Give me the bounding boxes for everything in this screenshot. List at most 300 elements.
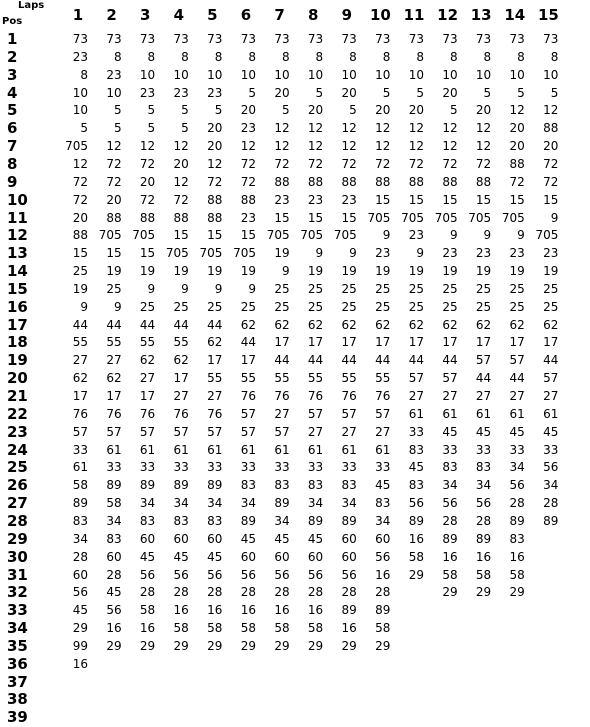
car-number-cell: 9	[214, 281, 223, 296]
car-number-cell: 25	[442, 299, 458, 314]
car-number-cell: 72	[375, 156, 391, 171]
car-number-cell: 58	[408, 549, 424, 564]
car-number-cell: 89	[240, 513, 256, 528]
car-number-cell: 8	[449, 49, 458, 64]
car-number-cell: 33	[408, 424, 424, 439]
car-number-cell: 9	[416, 246, 424, 261]
car-number-cell: 33	[543, 442, 559, 457]
car-number-cell: 57	[173, 424, 189, 439]
car-number-cell: 55	[139, 335, 156, 350]
car-number-cell: 76	[106, 406, 122, 421]
car-number-cell: 62	[475, 317, 492, 332]
car-number-cell: 57	[307, 406, 324, 421]
position-label: 37	[7, 672, 28, 691]
car-number-cell: 57	[106, 424, 122, 439]
car-number-cell: 44	[375, 353, 391, 368]
car-number-cell: 23	[173, 85, 189, 100]
car-number-cell: 16	[274, 603, 290, 618]
car-number-cell: 89	[173, 478, 189, 493]
car-number-cell: 23	[341, 192, 357, 207]
car-number-cell: 55	[106, 335, 122, 350]
car-number-cell: 34	[509, 460, 525, 475]
pos-axis-label: Pos	[2, 16, 23, 27]
car-number-cell: 27	[375, 424, 391, 439]
car-number-cell: 23	[240, 210, 256, 225]
car-number-cell: 89	[509, 513, 525, 528]
car-number-cell: 10	[207, 67, 223, 82]
car-number-cell: 25	[274, 299, 290, 314]
car-number-cell: 55	[72, 335, 88, 350]
car-number-cell: 44	[207, 317, 223, 332]
car-number-cell: 72	[543, 174, 559, 189]
car-number-cell: 34	[274, 513, 290, 528]
car-number-cell: 19	[240, 264, 256, 279]
car-number-cell: 44	[274, 353, 290, 368]
car-number-cell: 73	[240, 32, 256, 46]
car-number-cell: 10	[240, 67, 256, 82]
car-number-cell: 56	[173, 567, 189, 582]
position-label: 6	[7, 119, 18, 138]
car-number-cell: 89	[408, 513, 424, 528]
laps-axis-label: Laps	[18, 0, 45, 11]
car-number-cell: 58	[375, 621, 391, 636]
car-number-cell: 8	[550, 49, 559, 64]
car-number-cell: 16	[240, 603, 256, 618]
car-number-cell: 8	[181, 49, 189, 64]
car-number-cell: 23	[240, 121, 256, 136]
car-number-cell: 20	[509, 139, 525, 154]
car-number-cell: 10	[72, 85, 88, 100]
car-number-cell: 34	[375, 513, 391, 528]
position-label: 4	[7, 83, 18, 102]
car-number-cell: 62	[207, 335, 223, 350]
car-number-cell: 25	[307, 299, 324, 314]
car-number-cell: 29	[375, 638, 391, 653]
position-label: 28	[7, 511, 28, 530]
car-number-cell: 16	[307, 603, 324, 618]
car-number-cell: 45	[475, 424, 492, 439]
car-number-cell: 20	[240, 103, 256, 118]
lap-header: 5	[207, 6, 218, 24]
car-number-cell: 55	[207, 371, 223, 386]
car-number-cell: 15	[341, 210, 357, 225]
car-number-cell: 28	[375, 585, 391, 600]
car-number-cell: 56	[274, 567, 290, 582]
car-number-cell: 17	[341, 335, 357, 350]
car-number-cell: 5	[181, 121, 189, 136]
lap-header: 14	[504, 6, 526, 24]
car-number-cell: 9	[382, 228, 391, 243]
car-number-cell: 45	[72, 603, 88, 618]
car-number-cell: 29	[207, 638, 223, 653]
car-number-cell: 705	[535, 228, 559, 243]
car-number-cell: 62	[543, 317, 559, 332]
car-number-cell: 19	[509, 264, 525, 279]
car-number-cell: 12	[475, 139, 492, 154]
car-number-cell: 9	[281, 264, 290, 279]
car-number-cell: 705	[401, 210, 424, 225]
car-number-cell: 12	[475, 121, 492, 136]
car-number-cell: 88	[139, 210, 156, 225]
car-number-cell: 83	[139, 513, 156, 528]
car-number-cell: 83	[442, 460, 458, 475]
car-number-cell: 25	[543, 281, 559, 296]
car-number-cell: 44	[72, 317, 88, 332]
car-number-cell: 16	[475, 549, 492, 564]
car-number-cell: 60	[341, 531, 357, 546]
car-number-cell: 28	[106, 567, 122, 582]
car-number-cell: 89	[341, 603, 357, 618]
car-number-cell: 57	[207, 424, 223, 439]
car-number-cell: 12	[543, 103, 559, 118]
car-number-cell: 72	[139, 156, 156, 171]
car-number-cell: 27	[139, 371, 156, 386]
car-number-cell: 73	[408, 32, 424, 46]
car-number-cell: 60	[375, 531, 391, 546]
car-number-cell: 45	[307, 531, 324, 546]
car-number-cell: 28	[509, 496, 525, 511]
car-number-cell: 15	[240, 228, 256, 243]
car-number-cell: 88	[207, 210, 223, 225]
car-number-cell: 25	[475, 299, 492, 314]
car-number-cell: 23	[475, 246, 492, 261]
car-number-cell: 10	[72, 103, 88, 118]
car-number-cell: 76	[375, 389, 391, 403]
position-label: 32	[7, 583, 28, 602]
car-number-cell: 56	[375, 549, 391, 564]
car-number-cell: 19	[106, 264, 122, 279]
car-number-cell: 5	[550, 85, 559, 100]
car-number-cell: 57	[240, 424, 256, 439]
car-number-cell: 62	[375, 317, 391, 332]
car-number-cell: 16	[509, 549, 525, 564]
car-number-cell: 62	[341, 317, 357, 332]
car-number-cell: 73	[207, 32, 223, 46]
car-number-cell: 705	[501, 210, 525, 225]
car-number-cell: 27	[307, 424, 324, 439]
car-number-cell: 23	[274, 192, 290, 207]
car-number-cell: 705	[333, 228, 357, 243]
car-number-cell: 8	[80, 67, 88, 82]
car-number-cell: 73	[543, 32, 559, 46]
car-number-cell: 89	[442, 531, 458, 546]
car-number-cell: 17	[274, 335, 290, 350]
position-label: 3	[7, 65, 18, 84]
car-number-cell: 28	[207, 585, 223, 600]
car-number-cell: 88	[274, 174, 290, 189]
car-number-cell: 28	[341, 585, 357, 600]
car-number-cell: 9	[449, 228, 458, 243]
position-label: 36	[7, 654, 28, 673]
car-number-cell: 83	[72, 513, 88, 528]
car-number-cell: 55	[173, 335, 189, 350]
position-label: 13	[7, 244, 28, 263]
car-number-cell: 62	[307, 317, 324, 332]
car-number-cell: 12	[408, 139, 424, 154]
car-number-cell: 60	[173, 531, 189, 546]
car-number-cell: 72	[509, 174, 525, 189]
car-number-cell: 19	[543, 264, 559, 279]
position-label: 15	[7, 279, 28, 298]
car-number-cell: 12	[72, 156, 88, 171]
car-number-cell: 27	[442, 389, 458, 403]
position-label: 29	[7, 529, 28, 548]
car-number-cell: 15	[375, 192, 391, 207]
car-number-cell: 60	[139, 531, 156, 546]
car-number-cell: 57	[375, 406, 391, 421]
car-number-cell: 23	[375, 246, 391, 261]
car-number-cell: 57	[274, 424, 290, 439]
car-number-cell: 25	[240, 299, 256, 314]
car-number-cell: 10	[341, 67, 357, 82]
car-number-cell: 44	[240, 335, 256, 350]
car-number-cell: 15	[72, 246, 88, 261]
car-number-cell: 10	[375, 67, 391, 82]
car-number-cell: 17	[375, 335, 391, 350]
car-number-cell: 58	[173, 621, 189, 636]
car-number-cell: 27	[509, 389, 525, 403]
car-number-cell: 705	[65, 139, 88, 154]
car-number-cell: 25	[543, 299, 559, 314]
car-number-cell: 10	[307, 67, 324, 82]
car-number-cell: 88	[307, 174, 324, 189]
car-number-cell: 15	[307, 210, 324, 225]
car-number-cell: 34	[442, 478, 458, 493]
car-number-cell: 73	[442, 32, 458, 46]
car-number-cell: 83	[207, 513, 223, 528]
car-number-cell: 17	[307, 335, 324, 350]
car-number-cell: 83	[240, 478, 256, 493]
car-number-cell: 705	[434, 210, 458, 225]
car-number-cell: 73	[475, 32, 492, 46]
car-number-cell: 9	[181, 281, 189, 296]
car-number-cell: 19	[173, 264, 189, 279]
position-label: 26	[7, 476, 28, 495]
car-number-cell: 88	[442, 174, 458, 189]
car-number-cell: 8	[147, 49, 156, 64]
car-number-cell: 33	[274, 460, 290, 475]
car-number-cell: 76	[139, 406, 156, 421]
car-number-cell: 15	[475, 192, 492, 207]
car-number-cell: 72	[307, 156, 324, 171]
car-number-cell: 99	[72, 638, 88, 653]
car-number-cell: 45	[139, 549, 156, 564]
car-number-cell: 705	[367, 210, 391, 225]
car-number-cell: 9	[349, 246, 357, 261]
car-number-cell: 34	[207, 496, 223, 511]
car-number-cell: 12	[375, 139, 391, 154]
car-number-cell: 44	[543, 353, 559, 368]
position-label: 38	[7, 690, 28, 709]
car-number-cell: 73	[274, 32, 290, 46]
car-number-cell: 72	[72, 174, 88, 189]
car-number-cell: 9	[147, 281, 156, 296]
car-number-cell: 10	[173, 67, 189, 82]
car-number-cell: 58	[72, 478, 88, 493]
car-number-cell: 12	[408, 121, 424, 136]
car-number-cell: 20	[475, 103, 492, 118]
car-number-cell: 61	[442, 406, 458, 421]
car-number-cell: 76	[72, 406, 88, 421]
car-number-cell: 20	[274, 85, 290, 100]
car-number-cell: 33	[442, 442, 458, 457]
car-number-cell: 72	[341, 156, 357, 171]
car-number-cell: 60	[274, 549, 290, 564]
car-number-cell: 33	[173, 460, 189, 475]
car-number-cell: 58	[139, 603, 156, 618]
car-number-cell: 57	[240, 406, 256, 421]
car-number-cell: 15	[543, 192, 559, 207]
car-number-cell: 34	[240, 496, 256, 511]
car-number-cell: 60	[341, 549, 357, 564]
car-number-cell: 61	[375, 442, 391, 457]
car-number-cell: 72	[543, 156, 559, 171]
lap-header: 9	[341, 6, 353, 24]
car-number-cell: 12	[375, 121, 391, 136]
car-number-cell: 705	[300, 228, 324, 243]
car-number-cell: 19	[274, 246, 290, 261]
car-number-cell: 73	[72, 32, 88, 46]
car-number-cell: 61	[106, 442, 122, 457]
car-number-cell: 12	[442, 139, 458, 154]
car-number-cell: 5	[315, 85, 324, 100]
car-number-cell: 62	[442, 317, 458, 332]
position-label: 10	[7, 190, 28, 209]
car-number-cell: 16	[442, 549, 458, 564]
car-number-cell: 16	[173, 603, 189, 618]
car-number-cell: 15	[139, 246, 156, 261]
car-number-cell: 705	[132, 228, 156, 243]
car-number-cell: 88	[543, 121, 559, 136]
car-number-cell: 72	[408, 156, 424, 171]
car-number-cell: 8	[416, 49, 424, 64]
car-number-cell: 10	[274, 67, 290, 82]
car-number-cell: 17	[543, 335, 559, 350]
car-number-cell: 89	[475, 531, 492, 546]
lap-header: 13	[470, 6, 492, 24]
position-label: 1	[7, 30, 18, 48]
car-number-cell: 17	[240, 353, 256, 368]
car-number-cell: 89	[307, 513, 324, 528]
position-label: 27	[7, 494, 28, 513]
car-number-cell: 88	[475, 174, 492, 189]
car-number-cell: 45	[207, 549, 223, 564]
car-number-cell: 58	[475, 567, 492, 582]
car-number-cell: 61	[274, 442, 290, 457]
car-number-cell: 45	[408, 460, 424, 475]
car-number-cell: 12	[106, 139, 122, 154]
car-number-cell: 72	[240, 156, 256, 171]
car-number-cell: 19	[375, 264, 391, 279]
car-number-cell: 5	[214, 103, 223, 118]
car-number-cell: 56	[106, 603, 122, 618]
car-number-cell: 16	[106, 621, 122, 636]
car-number-cell: 25	[139, 299, 156, 314]
car-number-cell: 58	[307, 621, 324, 636]
car-number-cell: 16	[375, 567, 391, 582]
car-number-cell: 705	[199, 246, 223, 261]
car-number-cell: 62	[274, 317, 290, 332]
car-number-cell: 25	[307, 281, 324, 296]
car-number-cell: 44	[341, 353, 357, 368]
car-number-cell: 28	[240, 585, 256, 600]
car-number-cell: 20	[106, 192, 122, 207]
car-number-cell: 12	[341, 139, 357, 154]
car-number-cell: 8	[315, 49, 324, 64]
car-number-cell: 5	[113, 121, 122, 136]
car-number-cell: 27	[207, 389, 223, 403]
car-number-cell: 28	[72, 549, 88, 564]
car-number-cell: 56	[509, 478, 525, 493]
car-number-cell: 57	[475, 353, 492, 368]
car-number-cell: 89	[543, 513, 559, 528]
car-number-cell: 5	[248, 85, 256, 100]
car-number-cell: 57	[72, 424, 88, 439]
car-number-cell: 25	[375, 299, 391, 314]
position-label: 14	[7, 262, 28, 281]
car-number-cell: 88	[509, 156, 525, 171]
car-number-cell: 88	[72, 228, 88, 243]
car-number-cell: 12	[442, 121, 458, 136]
car-number-cell: 20	[173, 156, 189, 171]
car-number-cell: 89	[375, 603, 391, 618]
car-number-cell: 16	[139, 621, 156, 636]
position-label: 12	[7, 226, 28, 245]
car-number-cell: 25	[207, 299, 223, 314]
car-number-cell: 5	[181, 103, 189, 118]
car-number-cell: 61	[240, 442, 256, 457]
car-number-cell: 56	[475, 496, 492, 511]
car-number-cell: 72	[106, 174, 122, 189]
car-number-cell: 28	[442, 513, 458, 528]
car-number-cell: 10	[543, 67, 559, 82]
position-label: 25	[7, 458, 28, 477]
car-number-cell: 72	[72, 192, 88, 207]
car-number-cell: 83	[375, 496, 391, 511]
car-number-cell: 62	[173, 353, 189, 368]
car-number-cell: 10	[475, 67, 492, 82]
car-number-cell: 23	[442, 246, 458, 261]
car-number-cell: 33	[139, 460, 156, 475]
car-number-cell: 61	[475, 406, 492, 421]
car-number-cell: 58	[509, 567, 525, 582]
car-number-cell: 29	[341, 638, 357, 653]
car-number-cell: 44	[408, 353, 424, 368]
car-number-cell: 20	[139, 174, 156, 189]
position-label: 7	[7, 137, 18, 156]
car-number-cell: 5	[349, 103, 357, 118]
car-number-cell: 23	[543, 246, 559, 261]
car-number-cell: 17	[106, 389, 122, 403]
car-number-cell: 28	[307, 585, 324, 600]
car-number-cell: 12	[207, 156, 223, 171]
car-number-cell: 20	[543, 139, 559, 154]
car-number-cell: 88	[240, 192, 256, 207]
car-number-cell: 55	[240, 371, 256, 386]
car-number-cell: 25	[408, 299, 424, 314]
position-label: 19	[7, 351, 28, 370]
position-label: 2	[7, 47, 18, 66]
car-number-cell: 15	[274, 210, 290, 225]
car-number-cell: 23	[72, 49, 88, 64]
car-number-cell: 72	[274, 156, 290, 171]
car-number-cell: 60	[207, 531, 223, 546]
car-number-cell: 61	[173, 442, 189, 457]
car-number-cell: 8	[349, 49, 357, 64]
car-number-cell: 45	[543, 424, 559, 439]
car-number-cell: 45	[106, 585, 122, 600]
car-number-cell: 17	[475, 335, 492, 350]
